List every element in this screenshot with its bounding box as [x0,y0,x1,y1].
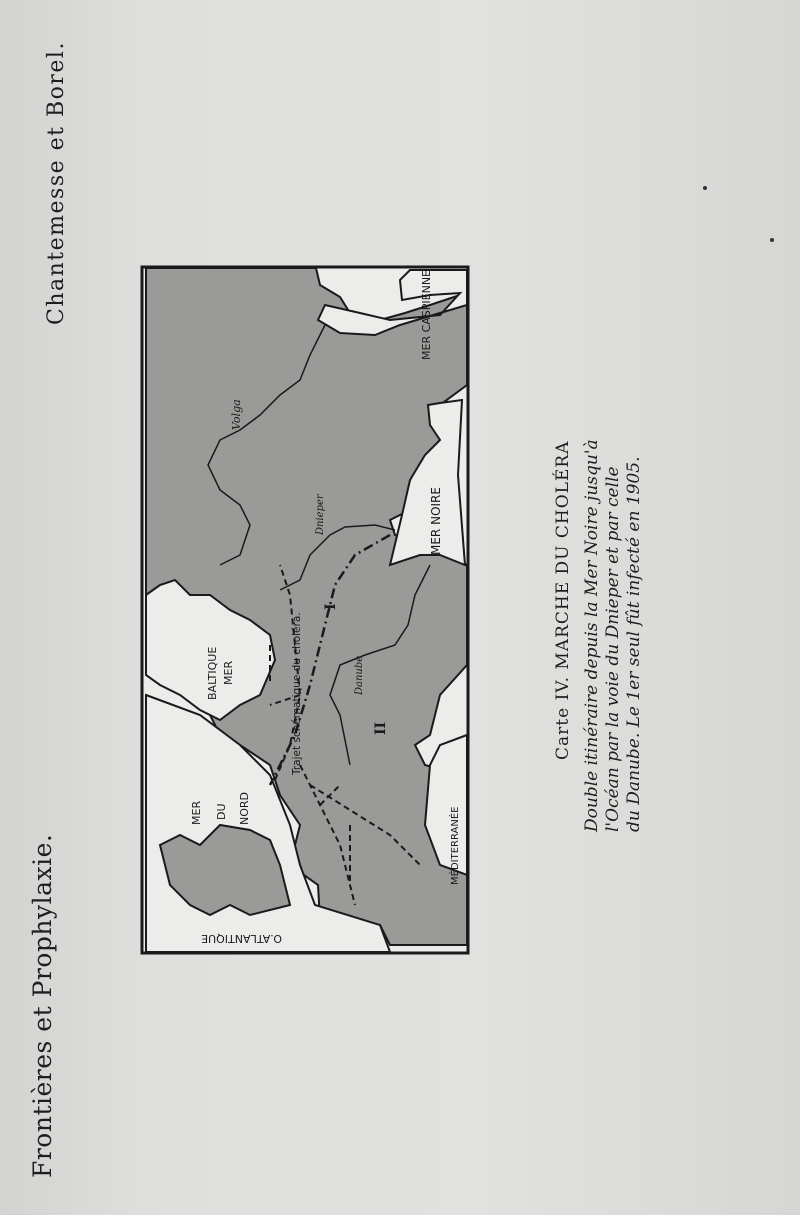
running-title-right: Chantemesse et Borel. [44,41,69,325]
label-atlantique: O.ATLANTIQUE [201,932,282,945]
cholera-map [140,265,470,955]
label-trajet: Trajet schématique du choléra. [291,612,303,775]
label-mer-noire: MER NOIRE [429,487,443,555]
map-svg [140,265,470,955]
label-baltique-mer: MER [222,660,235,685]
label-route-one: I [323,603,339,610]
caption-line-2: l'Océan par la voie du Dnieper et par celle [603,466,623,832]
caption-line-1: Double itinéraire depuis la Mer Noire jusqu'à [582,439,602,832]
label-mer-du-nord-2: DU [215,803,228,820]
print-speck [703,186,707,190]
label-volga: Volga [230,399,243,430]
print-speck [770,238,774,242]
caption-line-3: du Danube. Le 1er seul fût infecté en 1905. [624,456,644,832]
label-mer-du-nord-1: MER [190,800,203,825]
label-danube: Danube [354,655,365,695]
label-mer-caspienne: MER CASPIENNE [420,269,433,360]
label-mediterranee: MÉDITERRANÉE [450,806,461,885]
caption-title: Carte IV. MARCHE DU CHOLÉRA [553,440,573,760]
label-baltique: BALTIQUE [206,646,219,700]
running-title-left: Frontières et Prophylaxie. [28,833,57,1178]
label-mer-du-nord-3: NORD [238,792,251,825]
label-dnieper-1: Dnieper [315,494,326,535]
label-route-two: II [373,721,389,735]
